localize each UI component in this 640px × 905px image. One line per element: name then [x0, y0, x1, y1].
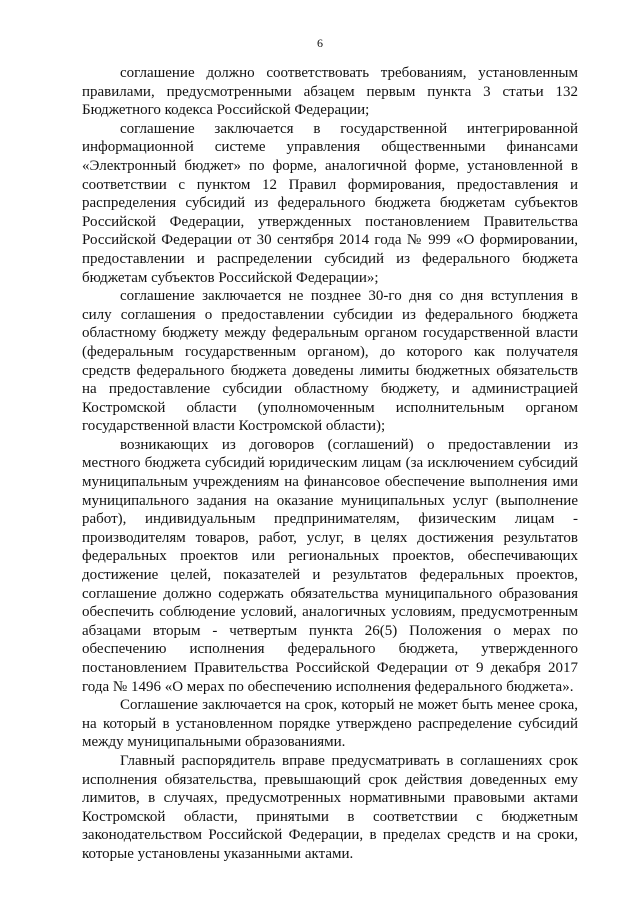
paragraph-3: соглашение заключается не позднее 30-го дня со дня вступления в силу соглашения о предоставлении субсидии из федерального бюджета областному бюджету между федеральным органом государственной власти (федеральным государственным органом), до которого как получателя средств федерального бюджета доведены лимиты бюджетных обязательств на предоставление субсидии областному бюджету, и администрацией Костромской области (уполномоченным исполнительным органом государственной власти Костромской области);	[82, 288, 578, 435]
paragraph-2: соглашение заключается в государственной интегрированной информационной системе управления общественными финансами «Электронный бюджет» по форме, аналогичной форме, установленной в соответствии с пунктом 12 Правил формирования, предоставления и распределения субсидий из федерального бюджета бюджетам субъектов Российской Федерации, утвержденных постановлением Правительства Российской Федерации от 30 сентября 2014 года № 999 «О формировании, предоставлении и распределении субсидий из федерального бюджета бюджетам субъектов Российской Федерации»;	[82, 120, 578, 286]
paragraph-4: возникающих из договоров (соглашений) о предоставлении из местного бюджета субсидий юридическим лицам (за исключением субсидий муниципальным учреждениям на финансовое обеспечение выполнения ими муниципального задания на оказание муниципальных услуг (выполнение работ), индивидуальным предпринимателям, физическим лицам - производителям товаров, работ, услуг, в целях достижения результатов федеральных проектов или региональных проектов, обеспечивающих достижение целей, показателей и результатов федеральных проектов, соглашение должно содержать обязательства муниципального образования обеспечить соблюдение условий, аналогичных условиям, предусмотренным абзацами вторым - четвертым пункта 26(5) Положения о мерах по обеспечению исполнения федерального бюджета, утвержденного постановлением Правительства Российской Федерации от 9 декабря 2017 года № 1496 «О мерах по обеспечению исполнения федерального бюджета».	[82, 436, 578, 695]
paragraph-6: Главный распорядитель вправе предусматривать в соглашениях срок исполнения обязательства, превышающий срок действия доведенных ему лимитов, в случаях, предусмотренных нормативными правовыми актами Костромской области, принятыми в соответствии с бюджетным законодательством Российской Федерации, в пределах средств и на сроки, которые установлены указанными актами.	[82, 752, 578, 862]
paragraph-1: соглашение должно соответствовать требованиям, установленным правилами, предусмотренными абзацем первым пункта 3 статьи 132 Бюджетного кодекса Российской Федерации;	[82, 65, 578, 119]
page-number: 6	[317, 36, 323, 50]
document-body	[82, 64, 578, 864]
paragraph-5: Соглашение заключается на срок, который не может быть менее срока, на который в установленном порядке утверждено распределение субсидий между муниципальными образованиями.	[82, 697, 578, 751]
